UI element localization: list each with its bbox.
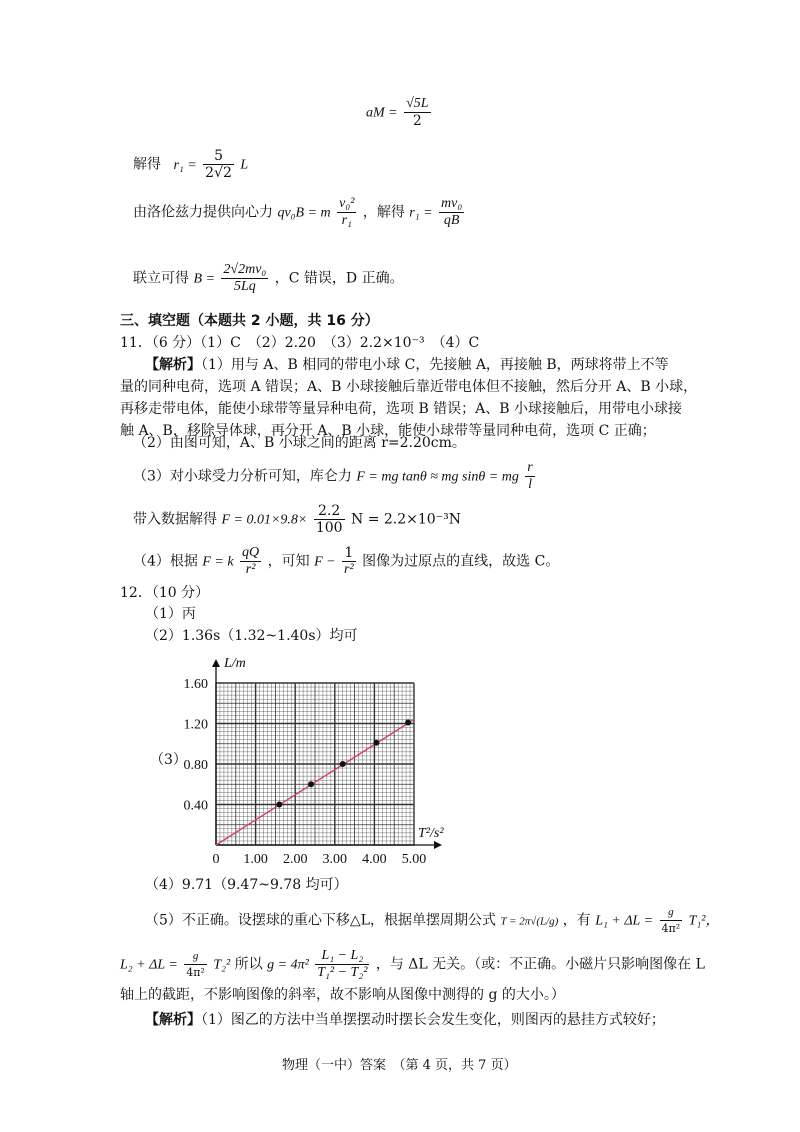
q12-a3-label: （3） <box>150 752 187 768</box>
x-axis-label: T²/s² <box>418 826 444 841</box>
eq-lorentz <box>133 196 466 229</box>
a5-l2-text2: ，与 ΔL 无关。（或：不正确。小磁片只影响图像在 L <box>375 956 705 973</box>
q12-a2: （2）1.36s（1.32~1.40s）均可 <box>145 628 358 644</box>
q11-p4-eq2: N = 2.2×10⁻³N <box>351 511 461 528</box>
a5-l1-frac <box>660 904 683 937</box>
a5-l1-text2: ，有 <box>562 912 591 929</box>
q11-p5-frac2 <box>342 545 356 578</box>
a5-l2-num2: L₁ − L₂ <box>315 948 369 965</box>
b-num: 2√2mv₀ <box>223 262 267 277</box>
lorentz-eq1: qv₀B = m <box>277 205 331 221</box>
eq-am-num: √5L <box>406 96 429 111</box>
q11-p5-den: r² <box>245 562 256 577</box>
q11-p4 <box>133 503 461 536</box>
eq-r1-frac <box>203 148 234 181</box>
q12-a4: （4）9.71（9.47~9.78 均可） <box>145 877 348 893</box>
lorentz-eq2: r₁ = <box>409 205 433 221</box>
eq-r1-lhs: r₁ = <box>173 157 197 173</box>
q11-p4-den: 100 <box>315 520 343 536</box>
eq-am <box>366 96 433 129</box>
q11-header: 11．（6 分）（1）C （2）2.20 （3）2.2×10⁻³ （4）C <box>120 335 480 351</box>
a5-l2-den1: 4π² <box>186 966 205 979</box>
a5-l1-text: （5）不正确。设摆球的重心下移△L，根据单摆周期公式 <box>145 912 496 929</box>
q11-p3-num: r <box>527 460 533 475</box>
x-tick-label: 4.00 <box>362 852 387 867</box>
pendulum-chart <box>150 648 470 873</box>
q11-p1-l1 <box>145 355 669 375</box>
a5-l1-eq2: L₁ + ΔL = <box>595 913 654 929</box>
q11-p5-eq2: F − <box>314 554 336 570</box>
b-frac <box>221 262 268 295</box>
data-point <box>276 802 282 808</box>
a5-l2-frac2 <box>315 948 369 981</box>
lorentz-den1: r₁ <box>341 213 352 228</box>
b-eq: B = <box>193 271 215 287</box>
a5-l1-den: 4π² <box>661 922 681 935</box>
q12-a1: （1）丙 <box>145 606 196 622</box>
q11-p1-l3: 再移走带电体，能使小球带等量异种电荷，选项 B 错误；A、B 小球接触后，用带电小球接 <box>120 401 683 417</box>
q11-p4-text: 带入数据解得 <box>133 511 217 528</box>
q12-jiexi-tag: 【解析】 <box>145 1012 201 1028</box>
q11-p5-text2: ，可知 <box>267 553 310 570</box>
eq-am-den: 2 <box>412 113 422 129</box>
y-tick-label: 0.80 <box>183 758 208 773</box>
q11-p5-text1: （4）根据 <box>133 553 198 570</box>
a5-l2-frac1 <box>184 948 207 981</box>
q11-p5-num2: 1 <box>342 545 356 562</box>
a5-l2-tail1: T₂² <box>213 957 231 973</box>
data-point <box>308 781 314 787</box>
eq-am-lhs: aM = <box>366 105 398 121</box>
q11-p5-eq: F = k <box>202 554 234 570</box>
q11-p1-l4: 触 A、B，移除导体球，再分开 A、B 小球，能使小球带等量同种电荷，选项 C 正确； <box>120 423 656 439</box>
a5-l2-den2: T₁² − T₂² <box>317 965 368 980</box>
lorentz-text2: ，解得 <box>362 204 405 221</box>
a5-l2-text1: 所以 <box>234 956 263 973</box>
q11-p3 <box>133 460 537 493</box>
q12-a5-l2 <box>120 948 705 981</box>
y-tick-label: 0.40 <box>183 798 208 814</box>
q11-p4-eq1: F = 0.01×9.8× <box>221 512 308 528</box>
page-footer: 物理（一中）答案 （第 4 页，共 7 页） <box>282 1058 517 1073</box>
a5-l2-eq1: L₂ + ΔL = <box>120 957 178 973</box>
section-heading: 三、填空题（本题共 2 小题，共 16 分） <box>120 313 379 329</box>
lorentz-num2: mv₀ <box>441 196 463 211</box>
q12-a5-l1 <box>145 904 719 937</box>
lorentz-num1: v₀² <box>339 196 355 211</box>
q11-jiexi-tag: 【解析】 <box>145 357 201 373</box>
y-axis-label: L/m <box>224 656 246 671</box>
chart-labels <box>184 656 445 867</box>
q11-p5-frac <box>240 545 261 578</box>
q11-p3-text: （3）对小球受力分析可知，库仑力 <box>133 468 352 485</box>
x-tick-label: 2.00 <box>282 852 308 867</box>
b-text2: ，C 错误，D 正确。 <box>274 270 404 287</box>
a5-l2-num1: g <box>184 948 207 965</box>
q11-p4-num: 2.2 <box>314 503 345 520</box>
y-axis-arrow <box>212 659 220 667</box>
x-tick-label: 3.00 <box>322 852 348 867</box>
q11-p5-den2: r² <box>344 562 354 577</box>
eq-r1-prefix: 解得 <box>133 156 161 173</box>
q11-p5-num: qQ <box>242 545 260 560</box>
eq-am-frac <box>404 96 430 129</box>
eq-r1 <box>133 148 248 181</box>
y-tick-label: 1.20 <box>183 717 208 733</box>
q12-jiexi-text: （1）图乙的方法中当单摆摆动时摆长会发生变化，则图丙的悬挂方式较好； <box>201 1012 665 1028</box>
x-tick-label: 0 <box>212 852 220 867</box>
data-point <box>405 719 411 725</box>
q11-p4-frac <box>314 503 345 536</box>
q11-p1-l1-text: （1）用与 A、B 相同的带电小球 C，先接触 A，再接触 B，两球将带上不等 <box>201 357 669 373</box>
x-tick-label: 1.00 <box>243 852 268 867</box>
data-point <box>340 761 346 767</box>
eq-b <box>133 262 404 295</box>
x-axis-arrow <box>434 841 442 849</box>
data-point <box>373 740 379 746</box>
q11-p2: （2）由图可知，A、B 小球之间的距离 r=2.20cm。 <box>133 435 466 451</box>
chart-grid <box>216 683 414 845</box>
q12-a5-l3: 轴上的截距，不影响图像的斜率，故不影响从图像中测得的 g 的大小。） <box>120 987 565 1003</box>
q11-p5 <box>133 545 559 578</box>
b-text1: 联立可得 <box>133 270 189 287</box>
q11-p3-eq: F = mg tanθ ≈ mg sinθ = mg <box>356 469 519 485</box>
b-den: 5Lq <box>233 279 256 294</box>
q11-p3-frac <box>525 460 534 493</box>
eq-r1-tail: L <box>240 157 249 173</box>
q11-p5-text3: 图像为过原点的直线，故选 C。 <box>362 553 560 570</box>
a5-l2-eq2: g = 4π² <box>267 957 309 973</box>
a5-l1-num: g <box>660 904 683 921</box>
q11-p3-den: l <box>528 477 532 492</box>
lorentz-den2: qB <box>443 213 460 228</box>
eq-r1-den: 2√2 <box>205 165 232 181</box>
x-tick-label: 5.00 <box>401 852 427 867</box>
lorentz-frac2 <box>439 196 464 229</box>
q12-jiexi <box>145 1010 665 1030</box>
a5-l1-tail: T₁²， <box>688 913 720 929</box>
q11-p1-l2: 量的同种电荷，选项 A 错误；A、B 小球接触后靠近带电体但不接触，然后分开 A、B 小球， <box>120 379 698 395</box>
a5-l1-eq: T = 2π√(L/g) <box>500 915 559 928</box>
lorentz-frac1 <box>337 196 356 229</box>
y-tick-label: 1.60 <box>183 677 208 692</box>
q12-header: 12．（10 分） <box>120 585 210 601</box>
lorentz-text1: 由洛伦兹力提供向心力 <box>133 204 273 221</box>
eq-r1-num: 5 <box>203 148 234 165</box>
